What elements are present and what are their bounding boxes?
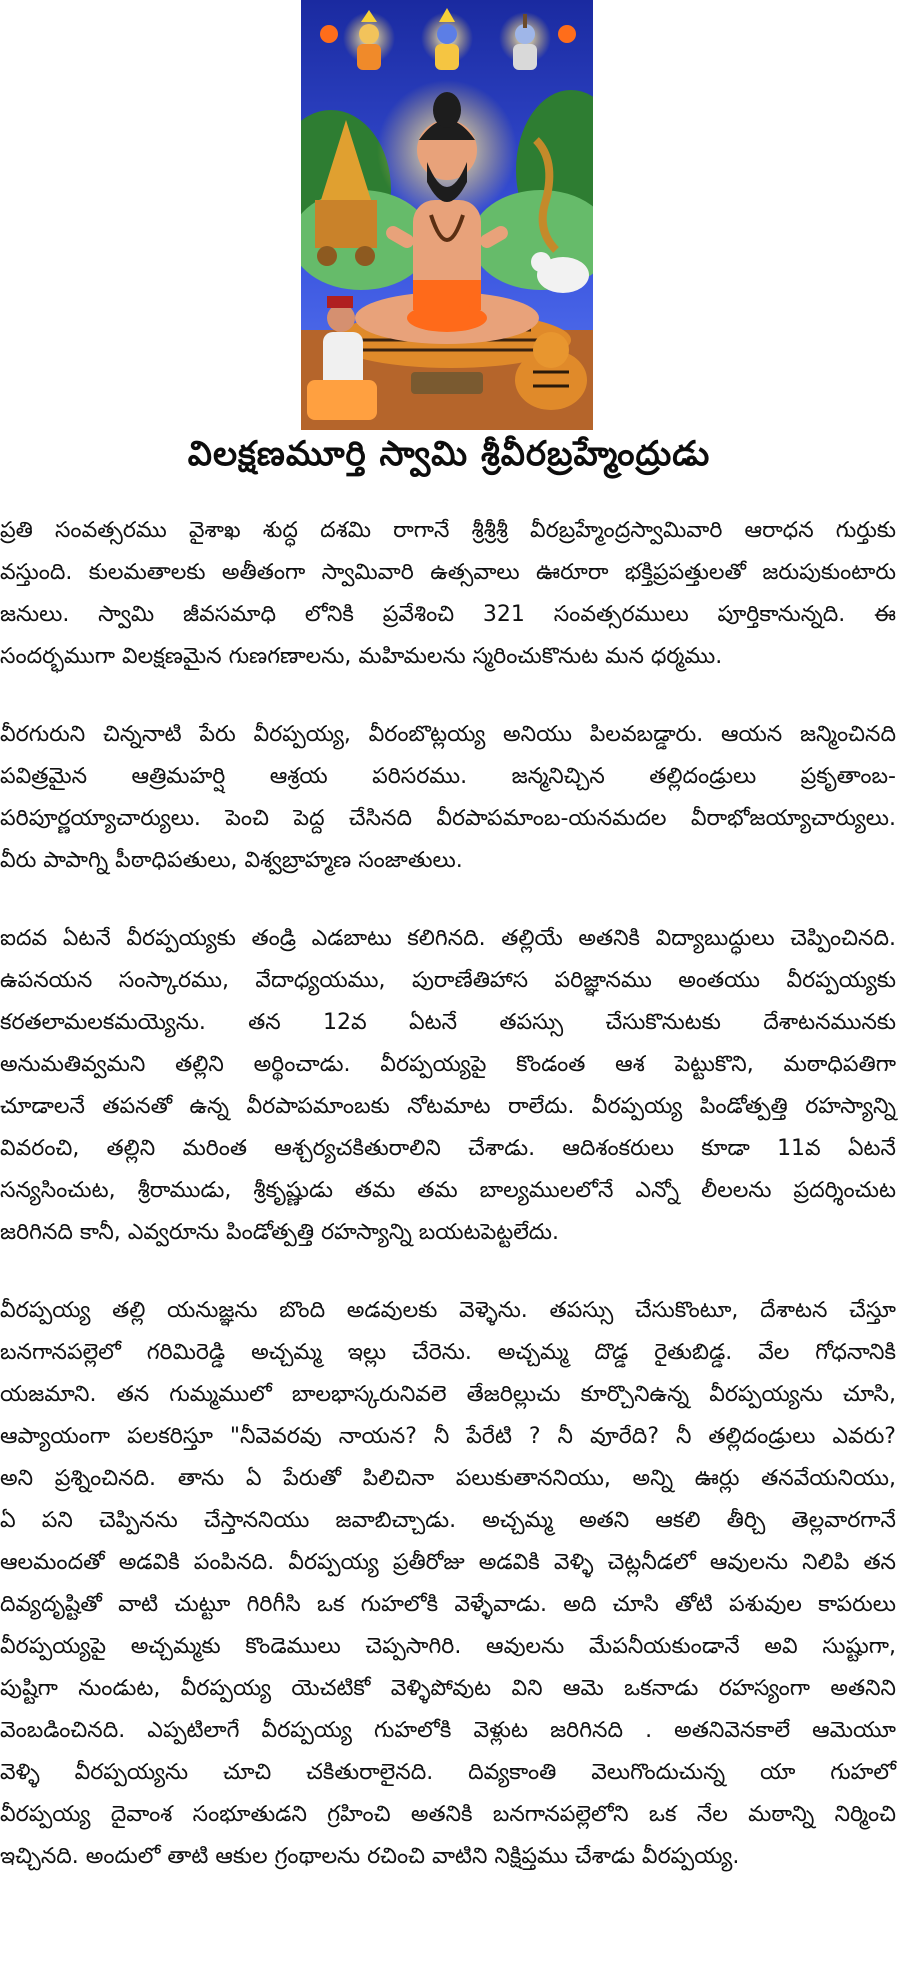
palm-leaf-book-icon — [411, 372, 483, 394]
text-line: వీరప్పయ్య దైవాంశ సంభూతుడని గ్రహించి అతనికి బనగానపల్లెలోని ఒక నేల మఠాన్ని నిర్మించి — [0, 1802, 896, 1827]
om-symbol-left-icon — [320, 25, 338, 43]
swami-portrait-image — [301, 0, 593, 430]
text-line: ఏ పని చెప్పినను చేస్తాననియు జవాబిచ్చాడు. అచ్చమ్మ అతని ఆకలి తీర్చి తెల్లవారగానే — [0, 1508, 896, 1533]
paragraph-4 — [0, 1290, 898, 1878]
text-line: సందర్భముగా విలక్షణమైన గుణగణాలను, మహిమలను స్మరించుకొనుట మన ధర్మము. — [0, 644, 723, 669]
text-line: వీరగురుని చిన్ననాటి పేరు వీరప్పయ్య, వీరంబొట్లయ్య అనియు పిలవబడ్డారు. ఆయన జన్మించినది — [0, 722, 896, 747]
swami-portrait-illustration — [301, 0, 593, 430]
text-line: దివ్యదృష్టితో వాటి చుట్టూ గిరిగీసి ఒక గుహలోకి వెళ్ళేవాడు. అది చూసి తోటి పశువుల కాపరులు — [0, 1592, 896, 1617]
text-line: ఇచ్చినది. అందులో తాటి ఆకుల గ్రంథాలను రచించి వాటిని నిక్షిప్తము చేశాడు వీరప్పయ్య. — [0, 1844, 740, 1869]
text-line: అని ప్రశ్నించినది. తాను ఏ పేరుతో పిలిచినా పలుకుతాననియు, అన్ని ఊర్లు తనవేయనియు, — [0, 1466, 896, 1491]
text-line: చూడాలనే తపనతో ఉన్న వీరపాపమాంబకు నోటమాట రాలేదు. వీరప్పయ్య పిండోత్పత్తి రహస్యాన్ని — [0, 1094, 896, 1119]
text-line: జనులు. స్వామి జీవసమాధి లోనికి ప్రవేశించి 321 సంవత్సరములు పూర్తికానున్నది. ఈ — [0, 602, 896, 627]
text-line: పుష్టిగా నుండుట, వీరప్పయ్య యెచటికో వెళ్ళిపోవుట విని ఆమె ఒకనాడు రహస్యంగా అతనిని — [0, 1676, 896, 1701]
text-line: ఆప్యాయంగా పలకరిస్తూ "నీవెవరవు నాయన? నీ పేరేటి ? నీ వూరేది? నీ తల్లిదండ్రులు ఎవరు? — [0, 1424, 896, 1449]
om-symbol-right-icon — [558, 25, 576, 43]
text-line: వెంబడించినది. ఎప్పటిలాగే వీరప్పయ్య గుహలోకి వెళ్లుట జరిగినది . అతనివెనకాలే ఆమెయూ — [0, 1718, 896, 1743]
paragraph-3 — [0, 918, 898, 1254]
text-line: పరిపూర్ణయ్యాచార్యులు. పెంచి పెద్ద చేసినది వీరపాపమాంబ-యనమదల వీరాభోజయ్యాచార్యులు. — [0, 806, 896, 831]
text-line: అనుమతివ్వమని తల్లిని అర్థించాడు. వీరప్పయ్యపై కొండంత ఆశ పెట్టుకొని, మఠాధిపతిగా — [0, 1052, 896, 1077]
text-line: వీరప్పయ్యపై అచ్చమ్మకు కొండెములు చెప్పసాగిరి. ఆవులను మేపనీయకుండానే అవి సుష్టుగా, — [0, 1634, 896, 1659]
paragraph-1 — [0, 510, 898, 678]
text-line: వస్తుంది. కులమతాలకు అతీతంగా స్వామివారి ఉత్సవాలు ఊరూరా భక్తిప్రపత్తులతో జరుపుకుంటారు — [0, 560, 896, 585]
text-line: ఆలమందతో అడవికి పంపినది. వీరప్పయ్య ప్రతీరోజు అడవికి వెళ్ళి చెట్లనీడలో ఆవులను నిలిపి తన — [0, 1550, 896, 1575]
paragraph-2 — [0, 714, 898, 882]
article-body — [0, 510, 898, 1914]
article-title: విలక్షణమూర్తి స్వామి శ్రీవీరబ్రహ్మేంద్రుడు — [187, 434, 711, 474]
text-line: సన్యసించుట, శ్రీరాముడు, శ్రీకృష్ణుడు తమ తమ బాల్యములలోనే ఎన్నో లీలలను ప్రదర్శించుట — [0, 1178, 896, 1203]
text-line: ఉపనయన సంస్కారము, వేదాధ్యయము, పురాణేతిహాస పరిజ్ఞానము అంతయు వీరప్పయ్యకు — [0, 968, 896, 993]
text-line: వివరంచి, తల్లిని మరింత ఆశ్చర్యచకితురాలిని చేశాడు. ఆదిశంకరులు కూడా 11వ ఏటనే — [0, 1136, 896, 1161]
text-line: వీరప్పయ్య తల్లి యనుజ్ఞను బొంది అడవులకు వెళ్ళెను. తపస్సు చేసుకొంటూ, దేశాటన చేస్తూ — [0, 1298, 896, 1323]
text-line: ఐదవ ఏటనే వీరప్పయ్యకు తండ్రి ఎడబాటు కలిగినది. తల్లియే అతనికి విద్యాబుద్ధులు చెప్పించినది. — [0, 926, 896, 951]
text-line: పవిత్రమైన ఆత్రిమహర్షి ఆశ్రయ పరిసరము. జన్మనిచ్చిన తల్లిదండ్రులు ప్రకృతాంబ- — [0, 764, 896, 789]
text-line: వెళ్ళి వీరప్పయ్యను చూచి చకితురాలైనది. దివ్యకాంతి వెలుగొందుచున్న యా గుహలో — [0, 1760, 896, 1785]
text-line: బనగానపల్లెలో గరిమిరెడ్డి అచ్చమ్మ ఇల్లు చేరెను. అచ్చమ్మ దొడ్డ రైతుబిడ్డ. వేల గోధనానికి — [0, 1340, 896, 1365]
text-line: ప్రతి సంవత్సరము వైశాఖ శుద్ధ దశమి రాగానే శ్రీశ్రీశ్రీ వీరబ్రహ్మేంద్రస్వామివారి ఆరాధన గుర్తుకు — [0, 518, 896, 543]
text-line: వీరు పాపాగ్ని పీఠాధిపతులు, విశ్వబ్రాహ్మణ సంజాతులు. — [0, 848, 463, 873]
text-line: జరిగినది కానీ, ఎవ్వరూను పిండోత్పత్తి రహస్యాన్ని బయటపెట్టలేదు. — [0, 1220, 559, 1245]
text-line: కరతలామలకమయ్యెను. తన 12వ ఏటనే తపస్సు చేసుకొనుటకు దేశాటనమునకు — [0, 1010, 896, 1035]
text-line: యజమాని. తన గుమ్మములో బాలభాస్కరునివలె తేజరిల్లుచు కూర్చొనిఉన్న వీరప్పయ్యను చూసి, — [0, 1382, 896, 1407]
